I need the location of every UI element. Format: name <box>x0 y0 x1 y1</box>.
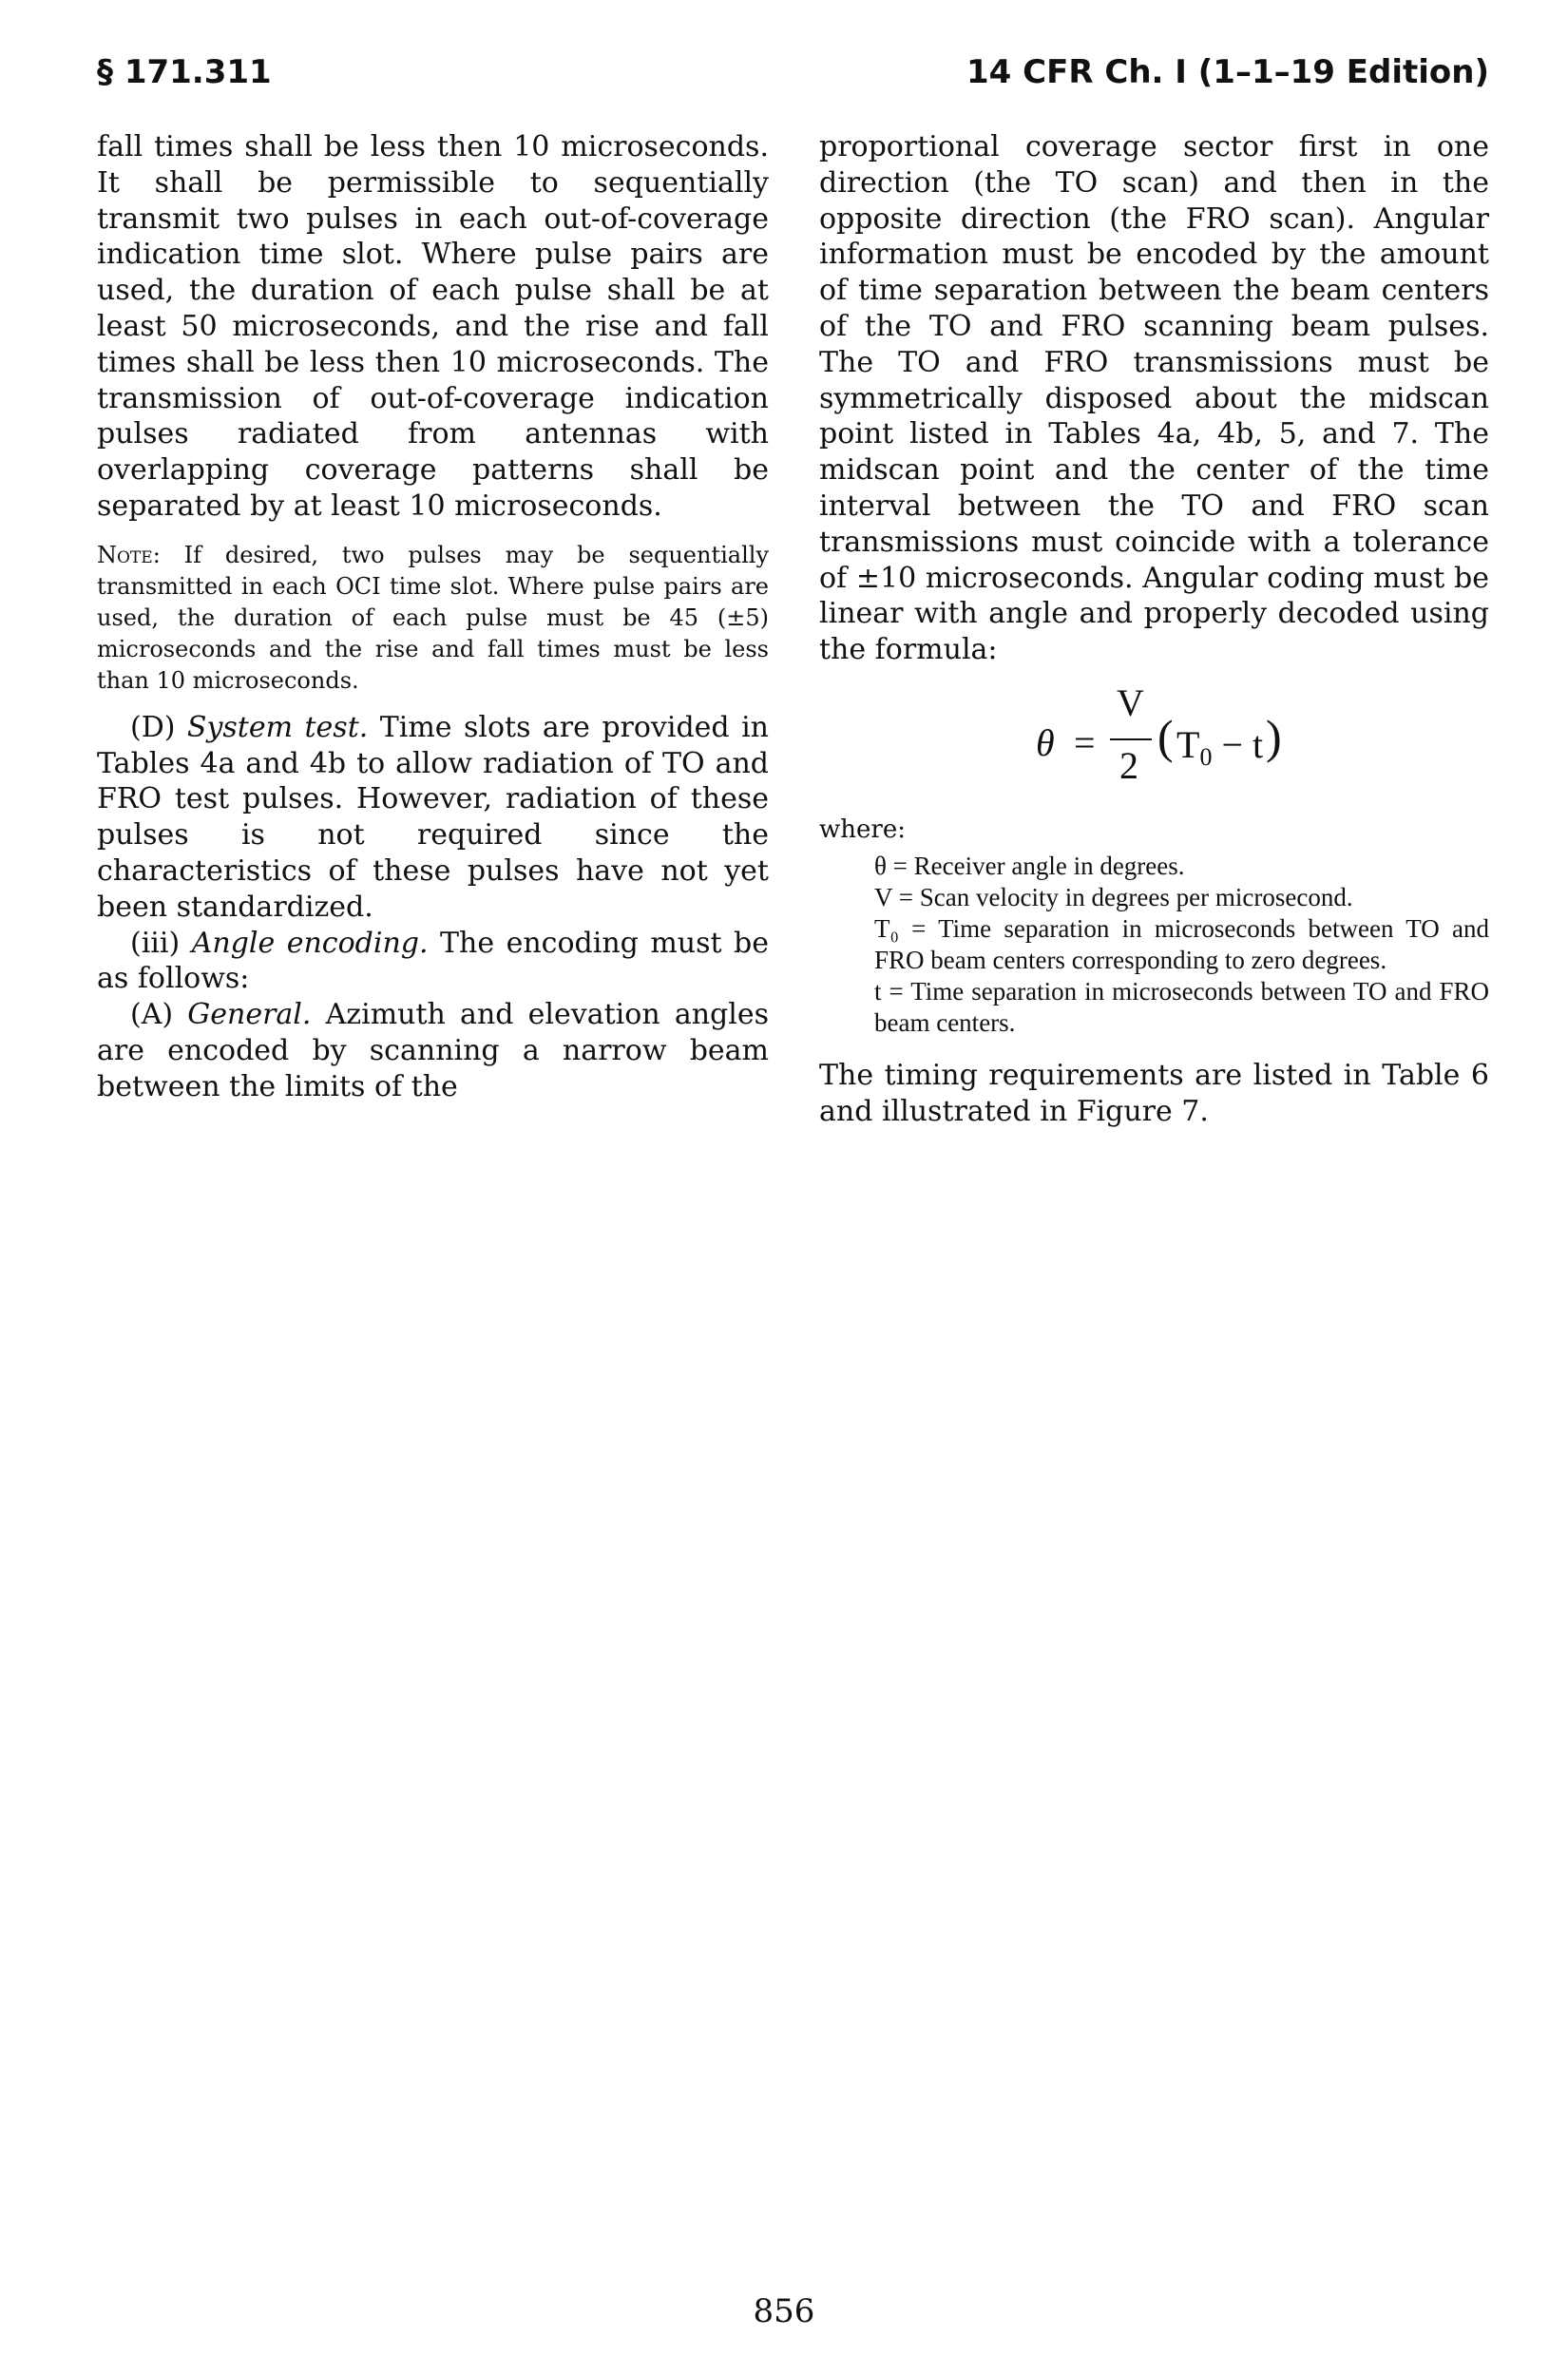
paragraph-continued: fall times shall be less then 10 microseconds. It shall be permissible to sequentially transmit two pulses in each out-of-coverage indication time slot. Where pulse pairs are used, the duration of each pulse shall be at least 50 microseconds, and the rise and fall times shall be less then 10 microseconds. The transmission of out-of-coverage indication pulses radiated from antennas with overlapping coverage patterns shall be separated by at least 10 microseconds. <box>97 130 769 523</box>
right-column <box>819 129 1489 1130</box>
general-label: (A) <box>130 998 188 1032</box>
definition-t0: T₀ = Time separation in microseconds between TO and FRO beam centers corresponding to zero degrees. <box>874 913 1489 974</box>
formula-close-paren: ) <box>1266 709 1282 763</box>
note <box>97 540 769 697</box>
paragraph-timing: The timing requirements are listed in Table 6 and illustrated in Figure 7. <box>819 1058 1489 1128</box>
general-text: Azimuth and elevation angles are encoded by scanning a narrow beam between the limits of the <box>97 998 769 1103</box>
general-title: General. <box>187 998 312 1032</box>
paragraph-proportional-coverage: proportional coverage sector first in one direction (the TO scan) and then in the opposite direction (the FRO scan). Angular information must be encoded by the amount of time separation between the beam centers of the TO and FRO scanning beam pulses. The TO and FRO transmissions must be symmetrically disposed about the midscan point listed in Tables 4a, 4b, 5, and 7. The midscan point and the center of the time interval between the TO and FRO scan transmissions must coincide with a tolerance of ±10 microseconds. Angular coding must be linear with angle and properly decoded using the formula: <box>819 130 1489 667</box>
angle-encoding-label: (iii) <box>130 926 192 960</box>
formula-open-paren: ( <box>1157 709 1174 763</box>
edition-label: 14 CFR Ch. I (1–1–19 Edition) <box>966 53 1489 91</box>
formula-minus-t: − t <box>1212 722 1264 766</box>
system-test-text: Time slots are provided in Tables 4a and 4b to allow radiation of TO and FRO test pulses. However, radiation of these pulses is not required since the characteristics of these pulses have not yet been standardized. <box>97 710 769 924</box>
formula-t0: T <box>1176 722 1200 766</box>
formula-numerator: V <box>1117 680 1144 724</box>
where-label: where: <box>819 814 906 844</box>
paragraph-angle-encoding <box>97 926 769 998</box>
paragraph-system-test <box>97 710 769 926</box>
formula-t0-subscript: 0 <box>1199 742 1213 771</box>
angle-encoding-text: The encoding must be as follows: <box>97 926 769 996</box>
formula-denominator: 2 <box>1119 743 1138 787</box>
left-column <box>97 129 769 1105</box>
note-label: Note <box>97 541 153 568</box>
definition-theta: θ = Receiver angle in degrees. <box>874 851 1185 880</box>
page-header <box>97 53 1489 101</box>
definition-t: t = Time separation in microseconds between TO and FRO beam centers. <box>874 976 1489 1037</box>
formula-theta: θ <box>1036 720 1055 764</box>
angle-encoding-title: Angle encoding. <box>191 926 429 960</box>
definition-v: V = Scan velocity in degrees per microsecond. <box>874 882 1353 911</box>
paragraph-general <box>97 997 769 1104</box>
system-test-label: (D) <box>130 710 187 744</box>
page-number: 856 <box>753 2292 815 2330</box>
note-text: : If desired, two pulses may be sequentially transmitted in each OCI time slot. Where pulse pairs are used, the duration of each pulse must be 45 (±5) microseconds and the rise and fall times must be less than 10 microseconds. <box>97 541 769 694</box>
formula-equals: = <box>1074 720 1096 764</box>
system-test-title: System test. <box>186 710 369 744</box>
angle-formula <box>819 680 1489 807</box>
fraction-bar <box>1110 738 1152 740</box>
section-number: § 171.311 <box>97 53 272 91</box>
formula-body <box>1176 722 1264 776</box>
